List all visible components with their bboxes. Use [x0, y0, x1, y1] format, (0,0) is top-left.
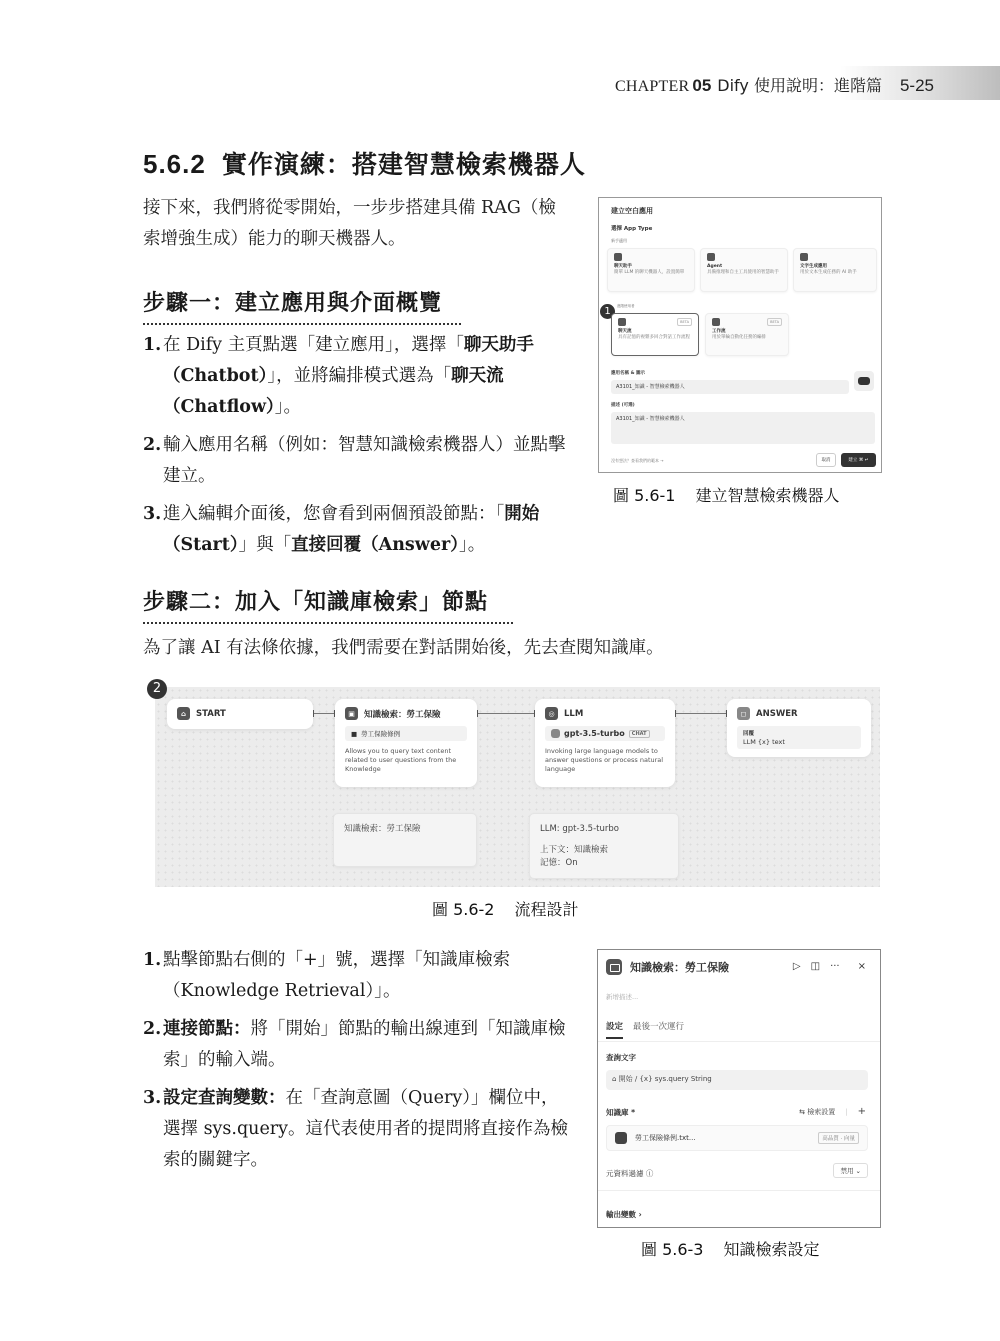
- chapter-title: Dify 使用說明：進階篇: [717, 76, 882, 95]
- figure-workflow-canvas: [155, 687, 880, 887]
- llm-icon: ◎: [545, 707, 558, 720]
- dataset-icon: [615, 1132, 627, 1144]
- knowledge-icon: [606, 959, 622, 975]
- chapter-number: 05: [692, 76, 712, 95]
- step-marker-1: 1: [600, 304, 615, 319]
- list-item: 1. 點擊節點右側的「+」號，選擇「知識庫檢索（Knowledge Retrieval）」。: [143, 950, 511, 1001]
- tab-settings[interactable]: 設定: [606, 1020, 623, 1039]
- figure-knowledge-retrieval-panel: [597, 949, 881, 1228]
- list-item: 3. 進入編輯介面後，您會看到兩個預設節點：「開始（Start）」與「直接回覆（Answer）」。: [143, 504, 540, 555]
- chat-icon: [614, 253, 622, 261]
- node-start[interactable]: ⌂ START: [167, 699, 313, 729]
- advanced-label: 進階使用者: [617, 304, 635, 308]
- description-textarea[interactable]: A3101_知識 - 智慧檢索機器人: [611, 412, 875, 444]
- edge-knowledge-llm: [477, 713, 535, 714]
- model-icon: [551, 729, 560, 738]
- note-knowledge[interactable]: 知識檢索：勞工保險: [333, 813, 477, 867]
- page-number: 5-25: [899, 76, 934, 95]
- step2-heading: 步驟二：加入「知識庫檢索」節點: [143, 585, 513, 624]
- more-icon[interactable]: ···: [830, 961, 840, 972]
- node-llm[interactable]: ◎ LLM gpt-3.5-turbo CHAT Invoking large language models to answer questions or process natural language: [535, 699, 675, 787]
- list-item: 2. 連接節點：將「開始」節點的輸出線連到「知識庫檢索」的輸入端。: [143, 1019, 566, 1070]
- figure1-caption: 圖 5.6-1 建立智慧檢索機器人: [613, 486, 840, 505]
- section-title: [143, 145, 586, 181]
- select-type-label: 選擇 App Type: [611, 226, 653, 232]
- metadata-filter-label: 元資料過濾 ⓘ: [606, 1169, 654, 1178]
- tab-last-run[interactable]: 最後一次運行: [633, 1022, 685, 1032]
- panel-title: 知識檢索：勞工保險: [630, 961, 729, 974]
- divider: [598, 1041, 880, 1042]
- figure-create-app-dialog: [598, 197, 882, 473]
- query-label: 查詢文字: [606, 1053, 636, 1062]
- list-item: 1. 在 Dify 主頁點選「建立應用」，選擇「聊天助手（Chatbot）」，並將編排模式選為「聊天流（Chatflow）」。: [143, 335, 534, 417]
- app-type-card-workflow[interactable]: BETA 工作流 用於單輪自動化任務的編排: [705, 313, 789, 356]
- edge-llm-answer: [675, 713, 727, 714]
- app-icon-picker[interactable]: [854, 371, 874, 391]
- node-knowledge-retrieval[interactable]: ▣ 知識檢索：勞工保險 ■ 勞工保險條例 Allows you to query text content related to user questions from the Knowledge: [335, 699, 477, 787]
- answer-icon: ◻: [737, 707, 750, 720]
- app-type-card-chatbot[interactable]: 聊天助手 簡單 LLM 的聊天機器人，設置簡單: [607, 248, 695, 292]
- templates-link[interactable]: 沒有想法？查看我們的範本 →: [611, 458, 664, 463]
- kb-actions: ⇆ 檢索設置 | +: [799, 1106, 866, 1117]
- list-item: 3. 設定查詢變數：在「查詢意圖（Query）」欄位中，選擇 sys.query。這代表使用者的提問將直接作為檢索的關鍵字。: [143, 1088, 569, 1170]
- output-variables-toggle[interactable]: 輸出變數 ›: [606, 1210, 642, 1219]
- figure2-caption: 圖 5.6-2 流程設計: [432, 900, 579, 919]
- beginner-label: 新手適用: [611, 238, 627, 243]
- edge-start-knowledge: [313, 713, 335, 714]
- text-gen-icon: [800, 253, 808, 261]
- section-intro: 接下來，我們將從零開始，一步步搭建具備 RAG（檢索增強生成）能力的聊天機器人。: [143, 198, 556, 249]
- answer-variable: LLM {x} text: [743, 738, 785, 746]
- section-title-text: 實作演練：搭建智慧檢索機器人: [221, 150, 586, 179]
- list-item: 2. 輸入應用名稱（例如：智慧知識檢索機器人）並點擊建立。: [143, 435, 566, 486]
- step2-intro: 為了讓 AI 有法條依據，我們需要在對話開始後，先去查閱知識庫。: [143, 638, 664, 658]
- robot-icon: [858, 377, 870, 385]
- index-tag: 高品質 · 向量: [818, 1132, 859, 1144]
- folder-icon: ■: [351, 729, 358, 738]
- section-number: 5.6.2: [143, 149, 206, 179]
- home-icon: ⌂: [177, 707, 190, 720]
- page-header: [0, 66, 1000, 100]
- metadata-filter-select[interactable]: 禁用 ⌄: [833, 1163, 868, 1178]
- panel-header: [606, 959, 729, 975]
- app-type-card-chatflow[interactable]: BETA 聊天流 具有記憶的複雜多回合對話工作流程: [611, 313, 699, 356]
- chatflow-icon: [618, 318, 626, 326]
- knowledge-icon: ▣: [345, 707, 358, 720]
- header-text: [615, 73, 934, 96]
- panel-actions: [793, 961, 866, 972]
- node-answer[interactable]: ◻ ANSWER 回覆 LLM {x} text: [727, 699, 871, 757]
- note-llm[interactable]: LLM: gpt-3.5-turbo 上下文：知識檢索 記憶：On: [529, 813, 679, 879]
- close-icon[interactable]: ×: [857, 961, 866, 972]
- run-icon[interactable]: ▷: [792, 961, 801, 972]
- description-label: 描述 (可選): [611, 403, 635, 408]
- app-type-card-agent[interactable]: Agent 具備推理和自主工具使用的智慧助手: [700, 248, 788, 292]
- create-button[interactable]: 建立 ⌘ ↵: [841, 453, 876, 467]
- cancel-button[interactable]: 取消: [816, 453, 836, 467]
- add-knowledge-button[interactable]: +: [857, 1106, 866, 1117]
- dialog-title: 建立空白應用: [611, 207, 653, 215]
- panel-tabs: [606, 1020, 684, 1039]
- figure3-caption: 圖 5.6-3 知識檢索設定: [641, 1240, 820, 1259]
- step1-heading: 步驟一：建立應用與介面概覽: [143, 286, 461, 325]
- panel-icon[interactable]: ◫: [810, 961, 821, 972]
- chapter-label: CHAPTER: [615, 78, 690, 95]
- knowledge-base-label: 知識庫 *: [606, 1108, 636, 1117]
- app-type-card-text-gen[interactable]: 文字生成應用 用於文本生成任務的 AI 助手: [793, 248, 877, 292]
- app-name-input[interactable]: A3101_知識 - 智慧檢索機器人: [611, 380, 849, 394]
- description-input[interactable]: 新增描述...: [606, 993, 639, 1001]
- query-variable-selector[interactable]: ⌂ 開始 / {x} sys.query String: [606, 1070, 868, 1090]
- knowledge-item[interactable]: 勞工保險條例.txt... 高品質 · 向量: [606, 1125, 868, 1151]
- step-marker-2: 2: [147, 679, 167, 699]
- step1-list: [143, 330, 573, 568]
- app-name-label: 應用名稱 & 圖示: [611, 371, 646, 376]
- retrieval-settings-button[interactable]: ⇆ 檢索設置: [799, 1107, 836, 1116]
- step3-list: [143, 945, 573, 1183]
- workflow-icon: [712, 318, 720, 326]
- agent-icon: [707, 253, 715, 261]
- divider: [598, 1190, 880, 1191]
